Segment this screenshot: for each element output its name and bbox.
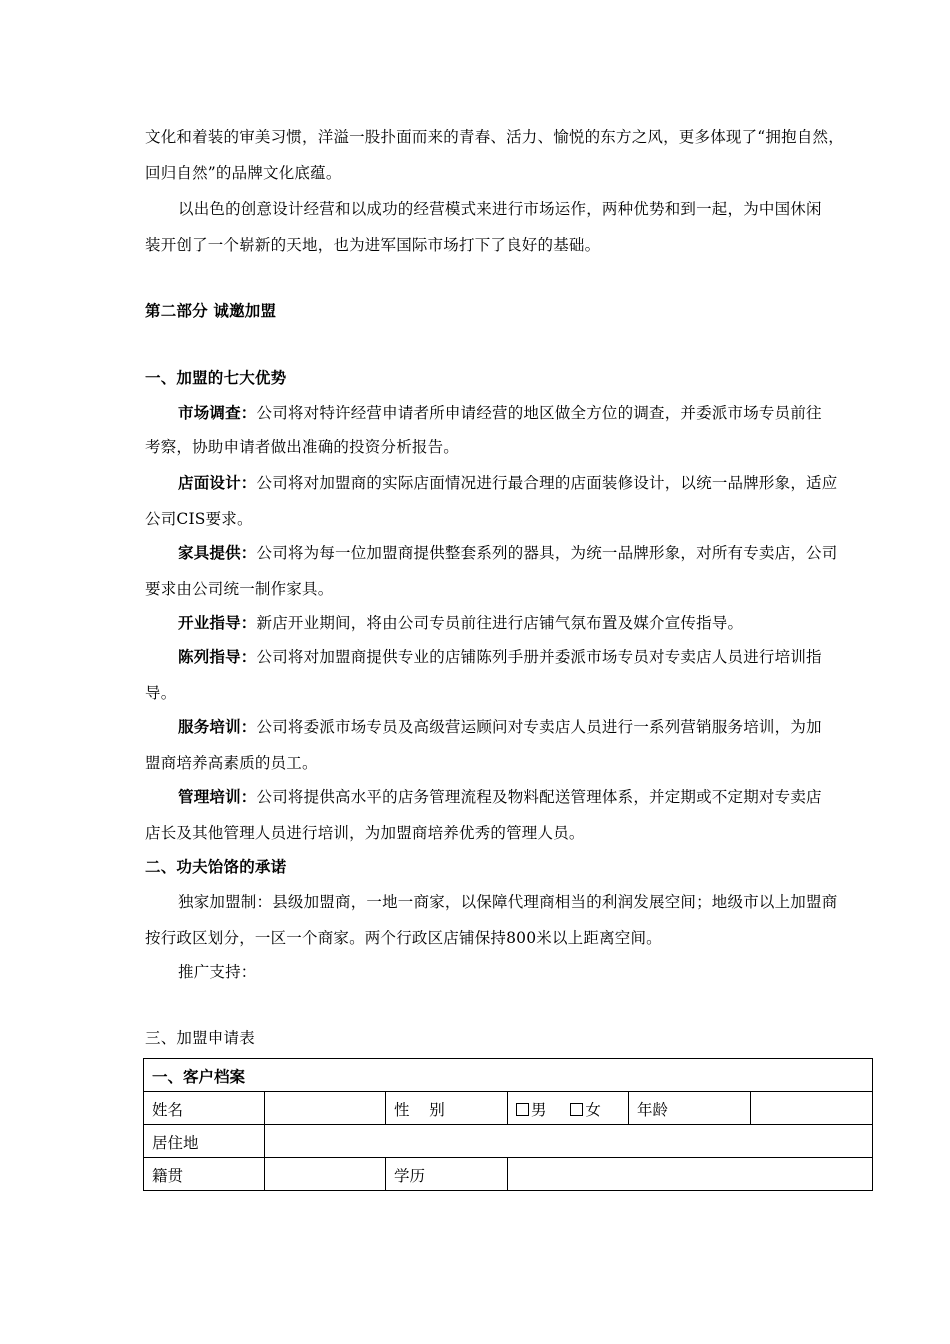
education-field[interactable] xyxy=(508,1158,873,1191)
female-checkbox[interactable] xyxy=(570,1103,583,1116)
advantage-item-2 xyxy=(178,473,875,493)
section3-title: 三、加盟申请表 xyxy=(145,1029,255,1047)
advantage-item-7 xyxy=(178,787,875,807)
advantage-item-3 xyxy=(178,543,875,563)
gender-label xyxy=(386,1092,508,1125)
advantage-text: 新店开业期间，将由公司专员前往进行店铺气氛布置及媒介宣传指导。 xyxy=(256,614,744,632)
advantage-label: 家具提供： xyxy=(178,543,257,562)
table-row xyxy=(144,1092,873,1125)
advantage-item-4 xyxy=(178,613,875,633)
advantage-item-1 xyxy=(178,403,875,423)
promotion-support-label: 推广支持： xyxy=(178,963,257,981)
table-header-row xyxy=(144,1059,873,1092)
advantage-text: 公司将对加盟商的实际店面情况进行最合理的店面装修设计，以统一品牌形象，适应 xyxy=(256,474,838,492)
advantage-text: 公司将对特许经营申请者所申请经营的地区做全方位的调查，并委派市场专员前往 xyxy=(256,404,822,422)
advantage-label: 服务培训： xyxy=(178,717,257,736)
table-row xyxy=(144,1125,873,1158)
advantage-text: 公司将为每一位加盟商提供整套系列的器具，为统一品牌形象，对所有专卖店，公司 xyxy=(256,544,838,562)
promise-line-2: 按行政区划分，一区一个商家。两个行政区店铺保持800米以上距离空间。 xyxy=(145,929,662,947)
advantage-item-1-cont: 考察，协助申请者做出准确的投资分析报告。 xyxy=(145,438,460,456)
age-field[interactable] xyxy=(751,1092,873,1125)
part2-title: 第二部分 诚邀加盟 xyxy=(145,301,277,320)
advantage-label: 开业指导： xyxy=(178,613,257,632)
advantage-text: 公司将委派市场专员及高级营运顾问对专卖店人员进行一系列营销服务培训，为加 xyxy=(256,718,822,736)
gender-label-text: 性 别 xyxy=(394,1101,445,1119)
native-place-field[interactable] xyxy=(265,1158,386,1191)
advantage-item-5-cont: 导。 xyxy=(145,684,177,702)
advantage-item-5 xyxy=(178,647,875,667)
advantage-label: 店面设计： xyxy=(178,473,257,492)
promise-line-1: 独家加盟制：县级加盟商，一地一商家，以保障代理商相当的利润发展空间；地级市以上加盟商 xyxy=(178,893,838,911)
section2-title: 二、功夫饴饹的承诺 xyxy=(145,857,287,876)
age-label: 年龄 xyxy=(629,1092,751,1125)
table-row xyxy=(144,1158,873,1191)
intro-line-1: 文化和着装的审美习惯，洋溢一股扑面而来的青春、活力、愉悦的东方之风，更多体现了“拥抱自然， xyxy=(145,128,844,146)
male-checkbox[interactable] xyxy=(516,1103,529,1116)
advantage-item-3-cont: 要求由公司统一制作家具。 xyxy=(145,580,334,598)
advantage-label: 陈列指导： xyxy=(178,647,257,666)
advantage-text: 公司将对加盟商提供专业的店铺陈列手册并委派市场专员对专卖店人员进行培训指 xyxy=(256,648,822,666)
male-label: 男 xyxy=(531,1101,547,1119)
intro-line-3: 以出色的创意设计经营和以成功的经营模式来进行市场运作，两种优势和到一起，为中国休闲 xyxy=(178,200,822,218)
female-label: 女 xyxy=(585,1101,601,1119)
advantage-label: 市场调查： xyxy=(178,403,257,422)
advantage-item-6 xyxy=(178,717,875,737)
residence-field[interactable] xyxy=(265,1125,873,1158)
intro-line-2: 回归自然”的品牌文化底蕴。 xyxy=(145,164,342,182)
advantage-text: 公司将提供高水平的店务管理流程及物料配送管理体系，并定期或不定期对专卖店 xyxy=(256,788,822,806)
residence-label: 居住地 xyxy=(144,1125,265,1158)
intro-line-4: 装开创了一个崭新的天地，也为进军国际市场打下了良好的基础。 xyxy=(145,236,601,254)
section1-title: 一、加盟的七大优势 xyxy=(145,368,287,387)
gender-options xyxy=(508,1092,629,1125)
franchise-application-table xyxy=(143,1058,873,1191)
education-label: 学历 xyxy=(386,1158,508,1191)
native-place-label: 籍贯 xyxy=(144,1158,265,1191)
name-label: 姓名 xyxy=(144,1092,265,1125)
advantage-label: 管理培训： xyxy=(178,787,257,806)
customer-profile-header: 一、客户档案 xyxy=(144,1059,873,1092)
advantage-item-7-cont: 店长及其他管理人员进行培训，为加盟商培养优秀的管理人员。 xyxy=(145,824,585,842)
advantage-item-6-cont: 盟商培养高素质的员工。 xyxy=(145,754,318,772)
name-field[interactable] xyxy=(265,1092,386,1125)
advantage-item-2-cont: 公司CIS要求。 xyxy=(145,510,253,528)
